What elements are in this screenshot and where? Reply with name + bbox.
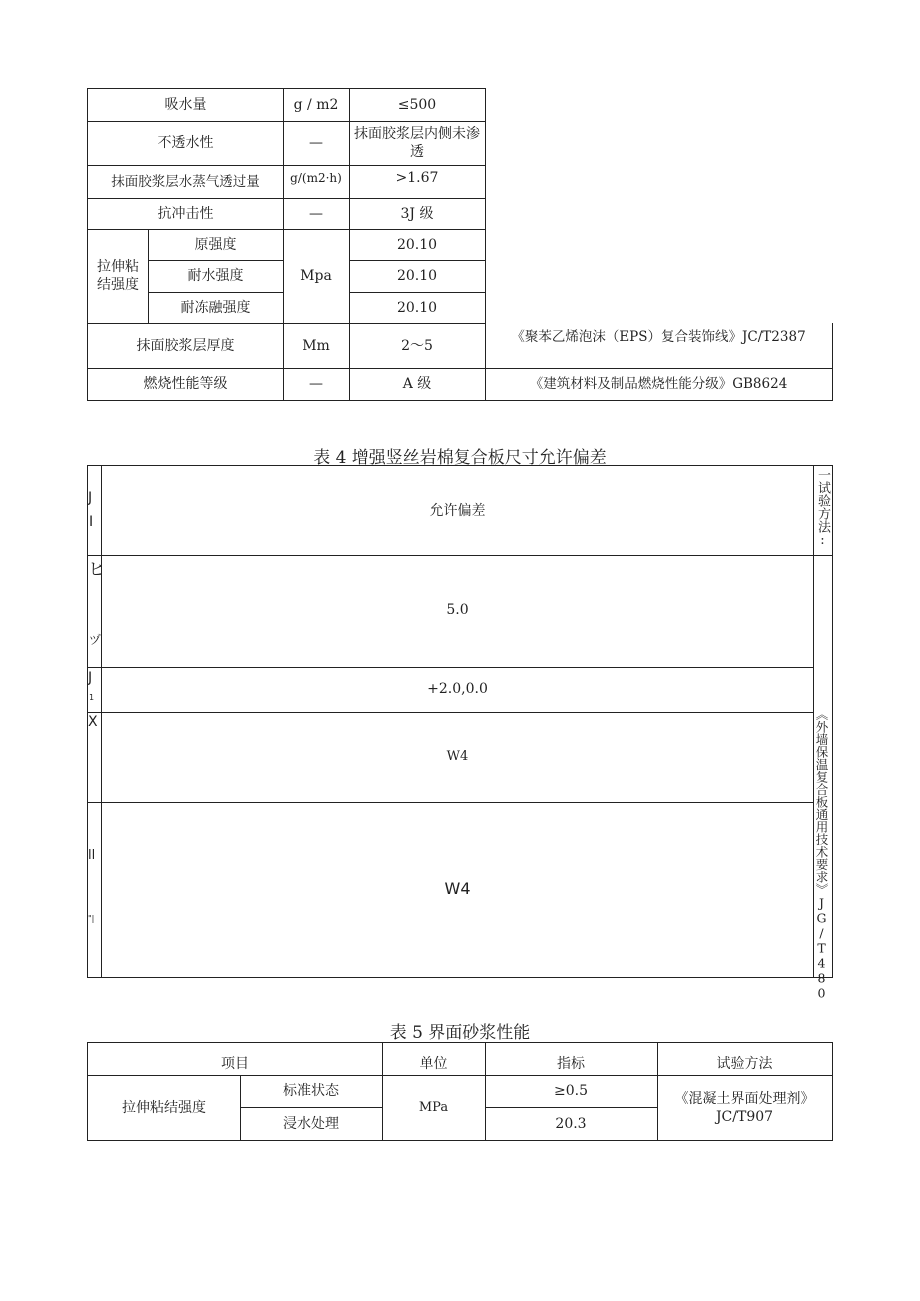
table3-tensile-sub-freeze: 耐冻融强度 xyxy=(148,292,284,324)
table3-item-impact-resistance: 抗冲击性 xyxy=(87,198,284,230)
table4-value-row3: W4 xyxy=(446,749,469,764)
table4-row-line xyxy=(87,555,833,556)
table4-header-left-fragment: J xyxy=(88,490,93,506)
table3-method-thickness: 《聚苯乙烯泡沫（EPS）复合装饰线》JC/T2387 xyxy=(485,323,833,369)
table4-value-row2: +2.0,0.0 xyxy=(427,681,488,697)
table4-caption: 表 4 增强竖丝岩棉复合板尺寸允许偏差 xyxy=(313,448,607,468)
table5-header-index: 指标 xyxy=(485,1042,658,1076)
table5-value-water: 20.3 xyxy=(485,1107,658,1141)
table5-header-method: 试验方法 xyxy=(657,1042,833,1076)
table3-item-thickness: 抹面胶浆层厚度 xyxy=(87,323,284,369)
table4-row-left-fragment: X xyxy=(88,714,98,730)
table4-row-line xyxy=(87,712,814,713)
table4-value-row4: W4 xyxy=(444,879,471,898)
table3-tensile-value-freeze: 20.10 xyxy=(349,292,486,324)
table5-unit: MPa xyxy=(382,1075,486,1141)
table5-group: 拉伸粘结强度 xyxy=(87,1075,241,1141)
table5-value-standard: ≥0.5 xyxy=(485,1075,658,1108)
table5-sub-standard: 标准状态 xyxy=(240,1075,383,1108)
table3-unit-impermeability: — xyxy=(283,121,350,166)
table4-row-left-fragment: 1 xyxy=(89,693,95,702)
table4-method-header: 一试验方法: xyxy=(815,468,830,548)
table4-row-left-fragment: ll xyxy=(88,848,96,863)
table3-item-vapor-permeability: 抹面胶浆层水蒸气透过量 xyxy=(87,165,284,199)
table4-row-left-fragment: "| xyxy=(88,914,95,923)
table3-value-impact-resistance: 3J 级 xyxy=(349,198,486,230)
table4-row-line xyxy=(87,667,814,668)
table5-sub-water: 浸水处理 xyxy=(240,1107,383,1141)
table3-value-vapor-permeability: >1.67 xyxy=(349,165,486,199)
table4-method-body: 《外墙保温复合板通用技术要求》JG/T480 xyxy=(814,708,829,1001)
table5-method: 《混凝土界面处理剂》JC/T907 xyxy=(657,1075,833,1141)
table3-tensile-sub-original: 原强度 xyxy=(148,229,284,261)
table3-tensile-group: 拉伸粘结强度 xyxy=(87,229,149,324)
table3-value-water-absorption: ≤500 xyxy=(349,88,486,122)
table4-row-line xyxy=(87,802,814,803)
table3-unit-fire: — xyxy=(283,368,350,401)
table3-item-impermeability: 不透水性 xyxy=(87,121,284,166)
table3-method-fire: 《建筑材料及制品燃烧性能分级》GB8624 xyxy=(485,368,833,401)
table4-header-left-fragment: I xyxy=(89,514,94,530)
table4-row-left-fragment: J xyxy=(88,670,93,686)
table3-tensile-value-water: 20.10 xyxy=(349,260,486,293)
table5-caption: 表 5 界面砂浆性能 xyxy=(389,1023,531,1043)
table4-row-left-fragment: ヒ xyxy=(88,560,105,580)
table3-unit-vapor-permeability: g/(m2·h) xyxy=(283,165,350,199)
table3-unit-impact-resistance: — xyxy=(283,198,350,230)
table3-value-impermeability: 抹面胶浆层内侧未渗透 xyxy=(349,121,486,166)
table3-unit-thickness: Mm xyxy=(283,323,350,369)
table3-value-fire: A 级 xyxy=(349,368,486,401)
table3-item-fire: 燃烧性能等级 xyxy=(87,368,284,401)
table3-item-water-absorption: 吸水量 xyxy=(87,88,284,122)
table4-frame xyxy=(87,465,833,978)
table5-header-item: 项目 xyxy=(87,1042,383,1076)
table4-row-left-fragment: ヅ xyxy=(89,633,102,647)
table3-value-thickness: 2～5 xyxy=(349,323,486,369)
table3-tensile-value-original: 20.10 xyxy=(349,229,486,261)
table3-tensile-unit: Mpa xyxy=(283,229,350,324)
table5-header-unit: 单位 xyxy=(382,1042,486,1076)
table4-value-row1: 5.0 xyxy=(446,602,469,618)
table4-header-deviation: 允许偏差 xyxy=(429,503,486,519)
table4-left-divider xyxy=(101,465,102,978)
table3-unit-water-absorption: g / m2 xyxy=(283,88,350,122)
table3-tensile-sub-water: 耐水强度 xyxy=(148,260,284,293)
